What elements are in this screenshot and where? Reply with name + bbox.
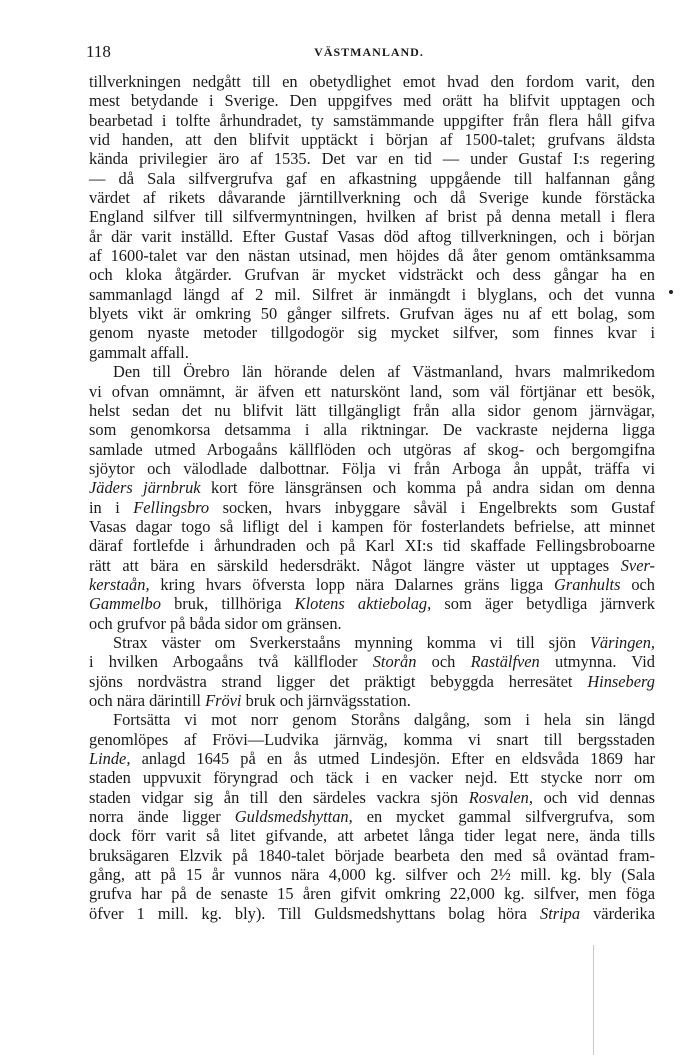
text-run: Strax väster om Sverkerstaåns mynning komma vi till sjön xyxy=(113,632,590,652)
text-run: bruk och järnvägsstation. xyxy=(241,691,411,710)
text-line xyxy=(89,710,655,729)
text-line xyxy=(89,652,655,671)
text-run: utmynna. Vid xyxy=(539,652,655,672)
text-run: och nära därintill xyxy=(89,691,206,710)
text-run: bruk, tillhöriga xyxy=(160,594,295,614)
text-line xyxy=(89,594,655,613)
text-run: sjöns nordvästra strand ligger det präktigt bebyggda herresätet xyxy=(89,671,588,691)
italic-text: Granhults xyxy=(554,574,621,594)
text-line xyxy=(89,788,655,807)
page-number: 118 xyxy=(86,42,111,61)
text-line xyxy=(89,459,655,478)
text-line xyxy=(89,149,655,168)
text-run: och vid dennas xyxy=(532,787,655,807)
italic-text: Stripa xyxy=(540,903,581,923)
text-line xyxy=(89,227,655,246)
italic-text: Fellingsbro xyxy=(133,497,210,517)
text-run: Fortsätta vi mot norr genom Storåns dalgång, som i hela sin längd xyxy=(113,710,655,730)
text-line xyxy=(89,846,655,865)
text-line xyxy=(89,556,655,575)
text-run: vi ofvan omnämnt, är äfven ett naturskönt land, som väl förtjänar ett besök, xyxy=(89,381,655,401)
italic-text: Rastälfven xyxy=(470,652,540,672)
text-line xyxy=(89,536,655,555)
text-line xyxy=(89,304,655,323)
text-line xyxy=(89,904,655,923)
text-line xyxy=(89,323,655,342)
italic-text: Hinseberg xyxy=(587,671,655,691)
text-run: och kloka åtgärder. Grufvan är mycket vidsträckt och dess gångar ha en xyxy=(89,265,655,285)
text-line xyxy=(89,188,655,207)
text-line xyxy=(89,691,655,710)
text-run: kända privilegier äro af 1535. Det var en tid — under Gustaf I:s regering xyxy=(89,149,655,169)
text-run: år där varit inställd. Efter Gustaf Vasas död aftog tillverkningen, och i början xyxy=(89,226,655,246)
text-line xyxy=(89,169,655,188)
text-run: socken, hvars inbyggare såväl i Engelbrekts som Gustaf xyxy=(209,497,655,517)
text-run: värderika xyxy=(580,903,655,923)
text-line xyxy=(89,420,655,439)
text-line xyxy=(89,343,655,362)
text-run: och grufvor på båda sidor om gränsen. xyxy=(89,613,342,633)
text-run: anlagd 1645 på en ås utmed Lindesjön. Efter en eldsvåda 1869 har xyxy=(130,749,655,769)
italic-text: Väringen, xyxy=(589,632,655,652)
text-line xyxy=(89,207,655,226)
text-run: öfver 1 mill. kg. bly). Till Guldsmedshyttans bolag höra xyxy=(89,903,540,923)
text-run: och xyxy=(620,574,656,594)
text-run: mest betydande i Sverige. Den uppgifves med orätt ha blifvit upptagen och xyxy=(89,91,655,111)
text-run: en mycket gammal silfvergrufva, som xyxy=(352,807,655,827)
italic-text: kerstaån, xyxy=(89,574,150,594)
text-line xyxy=(89,517,655,536)
text-run: Vasas dagar togo så lifligt del i kampen för fosterlandets befrielse, att minnet xyxy=(89,516,655,536)
italic-text: Rosvalen, xyxy=(468,787,533,807)
text-line xyxy=(89,382,655,401)
text-line xyxy=(89,440,655,459)
italic-text: Klotens aktiebolag, xyxy=(294,594,432,614)
text-line xyxy=(89,91,655,110)
text-run: blyets vikt är omkring 50 gånger silfrets. Grufvan äges nu af ett bolag, som xyxy=(89,304,655,324)
text-run: norra ände ligger xyxy=(89,807,235,827)
text-run: in i xyxy=(89,497,134,517)
italic-text: Jäders järnbruk xyxy=(89,478,201,498)
text-line xyxy=(89,749,655,768)
text-line xyxy=(89,633,655,652)
text-line xyxy=(89,362,655,381)
text-line xyxy=(89,768,655,787)
text-run: gång, att på 15 år vunnos nära 4,000 kg. silfver och 2½ mill. kg. bly (Sala xyxy=(89,865,655,885)
text-line xyxy=(89,111,655,130)
text-run: staden uppvuxit föryngrad och täck i en vacker nejd. Ett stycke norr om xyxy=(89,768,655,788)
text-run: däraf fortlefde i århundraden och på Karl XI:s tid skaffade Fellingsbroboarne xyxy=(89,536,655,556)
text-run: bruksägaren Elzvik på 1840-talet började bearbeta den med så oväntad fram- xyxy=(89,845,655,865)
text-run: — då Sala silfvergrufva gaf en afkastning uppgående till halfannan gång xyxy=(89,168,655,188)
text-line xyxy=(89,884,655,903)
text-run: England silfver till silfvermyntningen, hvilken af brist på denna metall i flera xyxy=(89,207,655,227)
body-text xyxy=(89,72,655,923)
text-line xyxy=(89,401,655,420)
text-line xyxy=(89,72,655,91)
italic-text: Gammelbo xyxy=(89,594,161,614)
italic-text: Storån xyxy=(372,652,417,672)
margin-mark xyxy=(669,290,673,294)
text-run: Den till Örebro län hörande delen af Västmanland, hvars malmrikedom xyxy=(113,362,655,382)
text-run: dock förr varit så litet gifvande, att arbetet långa tider legat nere, ända tills xyxy=(89,826,655,846)
italic-text: Frövi xyxy=(205,691,242,710)
page-header xyxy=(86,42,652,68)
italic-text: Sver- xyxy=(620,555,655,575)
text-run: sammanlagd längd af 2 mil. Silfret är inmängdt i blyglans, och det vunna xyxy=(89,284,655,304)
text-run: värdet af rikets dåvarande järntillverkning och då Sverige kunde förstäcka xyxy=(89,188,655,208)
italic-text: Linde, xyxy=(89,749,131,769)
text-line xyxy=(89,575,655,594)
text-line xyxy=(89,265,655,284)
text-run: tillverkningen nedgått till en obetydlighet emot hvad den fordom varit, den xyxy=(89,72,655,91)
text-run: och xyxy=(416,652,471,672)
text-run: vid handen, att den blifvit upptäckt i början af 1500-talet; grufvans äldsta xyxy=(89,130,655,150)
text-line xyxy=(89,246,655,265)
page-fold-line xyxy=(593,945,594,1055)
text-line xyxy=(89,285,655,304)
text-line xyxy=(89,807,655,826)
text-line xyxy=(89,498,655,517)
text-line xyxy=(89,826,655,845)
running-title: VÄSTMANLAND. xyxy=(314,45,424,59)
text-run: staden vidgar sig ån till den särdeles vackra sjön xyxy=(89,787,469,807)
text-run: i hvilken Arbogaåns två källfloder xyxy=(89,652,373,672)
italic-text: Guldsmedshyttan, xyxy=(234,807,353,827)
text-run: som genomkorsa detsamma i alla riktningar. De vackraste nejderna ligga xyxy=(89,420,655,440)
text-run: samlade utmed Arbogaåns källflöden och utgöras af skog- och bergomgifna xyxy=(89,439,655,459)
text-line xyxy=(89,865,655,884)
text-line xyxy=(89,730,655,749)
text-run: helst sedan det nu blifvit lätt tillgängligt från alla sidor genom järnvägar, xyxy=(89,400,655,420)
text-line xyxy=(89,478,655,497)
text-line xyxy=(89,130,655,149)
text-run: sjöytor och välodlade dalbottnar. Följa vi från Arboga ån uppåt, träffa vi xyxy=(89,458,655,478)
text-run: af 1600-talet var den nästan utsinad, men höjdes då åter genom omtänksamma xyxy=(89,246,655,266)
text-run: kring hvars öfversta lopp nära Dalarnes gräns ligga xyxy=(149,574,554,594)
text-run: grufva har på de senaste 15 åren gifvit omkring 22,000 kg. silfver, men föga xyxy=(89,884,655,904)
text-line xyxy=(89,672,655,691)
text-line xyxy=(89,614,655,633)
text-run: rätt att bära en särskild hedersdräkt. Något längre väster ut upptages xyxy=(89,555,621,575)
text-run: som äger betydliga järnverk xyxy=(431,594,656,614)
text-run: gammalt affall. xyxy=(89,342,189,362)
text-run: kort före länsgränsen och komma på andra sidan om denna xyxy=(200,478,655,498)
text-run: genomlöpes af Frövi—Ludvika järnväg, komma vi snart till bergsstaden xyxy=(89,729,655,749)
text-run: genom nyaste metoder tillgodogör sig mycket silfver, som finnes kvar i xyxy=(89,323,655,343)
text-run: bearbetad i tolfte århundradet, ty samstämmande uppgifter från flera håll gifva xyxy=(89,110,655,130)
